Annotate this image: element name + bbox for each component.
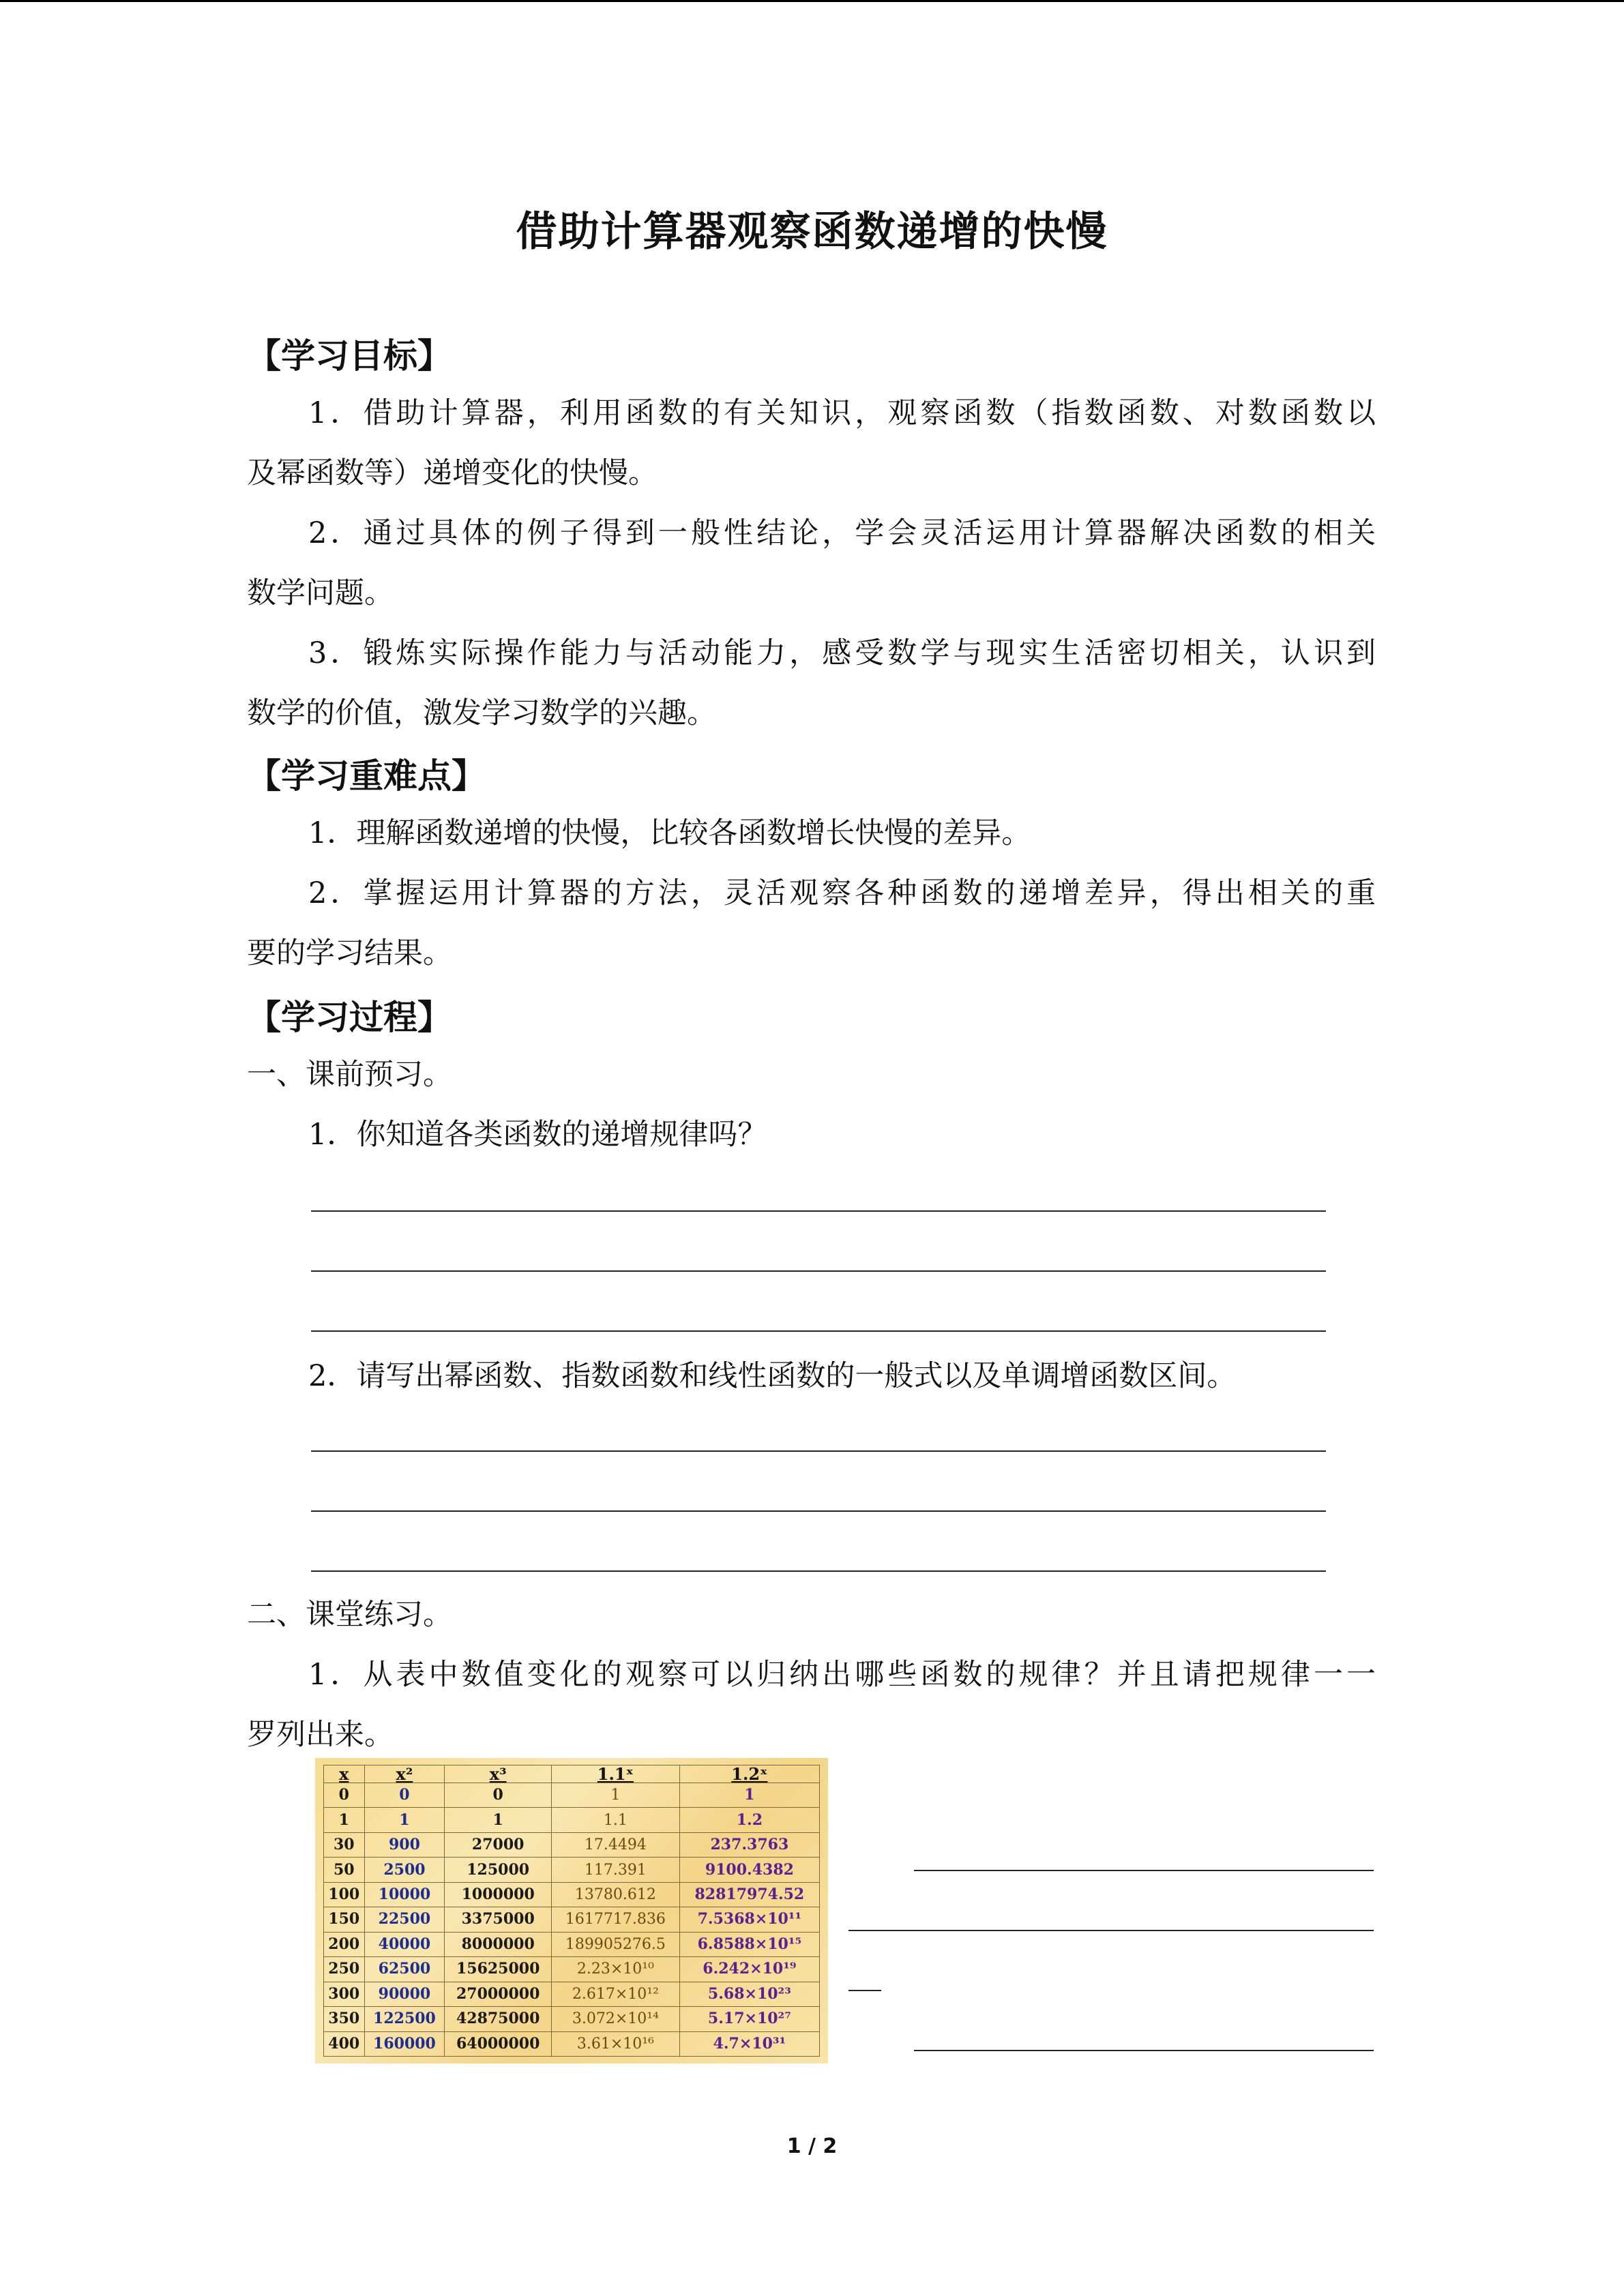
cell-1-1-power: 2.617×10¹² xyxy=(552,1982,680,2006)
cell-x: 30 xyxy=(324,1832,365,1857)
cell-x-squared: 160000 xyxy=(364,2031,445,2056)
answer-line[interactable] xyxy=(914,1870,1374,1871)
heading-objectives: 【学习目标】 xyxy=(247,336,452,376)
objective-line: 数学的价值，激发学习数学的兴趣。 xyxy=(247,696,716,730)
cell-1-2-power: 5.68×10²³ xyxy=(679,1982,819,2006)
table-row xyxy=(324,1783,820,1808)
table-row xyxy=(324,1907,820,1932)
page-number: 1 / 2 xyxy=(786,2134,838,2158)
cell-1-2-power: 82817974.52 xyxy=(679,1882,819,1907)
objective-line: 2．通过具体的例子得到一般性结论，学会灵活运用计算器解决函数的相关 xyxy=(308,516,1376,550)
answer-line[interactable] xyxy=(311,1510,1326,1512)
table-header-x: x xyxy=(324,1765,365,1783)
objective-line: 1．借助计算器，利用函数的有关知识，观察函数（指数函数、对数函数以 xyxy=(308,396,1376,430)
answer-line[interactable] xyxy=(311,1210,1326,1212)
cell-x-squared: 900 xyxy=(364,1832,445,1857)
table-header-1-2-power: 1.2ˣ xyxy=(679,1765,819,1783)
answer-line[interactable] xyxy=(848,1990,881,1991)
cell-1-2-power: 1 xyxy=(679,1783,819,1808)
cell-x: 150 xyxy=(324,1907,365,1932)
cell-x-squared: 22500 xyxy=(364,1907,445,1932)
table-header-1-1-power: 1.1ˣ xyxy=(552,1765,680,1783)
cell-1-1-power: 13780.612 xyxy=(552,1882,680,1907)
cell-x: 1 xyxy=(324,1808,365,1832)
cell-1-1-power: 3.61×10¹⁶ xyxy=(552,2031,680,2056)
cell-1-1-power: 1 xyxy=(552,1783,680,1808)
table-row xyxy=(324,1858,820,1882)
table-row xyxy=(324,1932,820,1956)
cell-x-squared: 2500 xyxy=(364,1858,445,1882)
cell-x-cubed: 42875000 xyxy=(445,2007,552,2031)
cell-x-squared: 1 xyxy=(364,1808,445,1832)
heading-process: 【学习过程】 xyxy=(247,998,452,1037)
cell-x-cubed: 8000000 xyxy=(445,1932,552,1956)
table-row xyxy=(324,1882,820,1907)
key-point-line: 2．掌握运用计算器的方法，灵活观察各种函数的递增差异，得出相关的重 xyxy=(308,876,1376,910)
cell-1-2-power: 7.5368×10¹¹ xyxy=(679,1907,819,1932)
answer-line[interactable] xyxy=(311,1570,1326,1572)
key-point-line: 1．理解函数递增的快慢，比较各函数增长快慢的差异。 xyxy=(308,816,1031,850)
cell-x: 300 xyxy=(324,1982,365,2006)
cell-x-cubed: 15625000 xyxy=(445,1957,552,1982)
cell-x-cubed: 3375000 xyxy=(445,1907,552,1932)
cell-x: 50 xyxy=(324,1858,365,1882)
cell-x: 250 xyxy=(324,1957,365,1982)
cell-1-2-power: 9100.4382 xyxy=(679,1858,819,1882)
question-1: 1．你知道各类函数的递增规律吗？ xyxy=(308,1118,767,1152)
table-row xyxy=(324,1808,820,1832)
cell-1-1-power: 17.4494 xyxy=(552,1832,680,1857)
cell-1-1-power: 1.1 xyxy=(552,1808,680,1832)
question-3-line1: 1．从表中数值变化的观察可以归纳出哪些函数的规律？并且请把规律一一 xyxy=(308,1658,1376,1692)
cell-x: 350 xyxy=(324,2007,365,2031)
cell-x-squared: 40000 xyxy=(364,1932,445,1956)
answer-line[interactable] xyxy=(848,1930,1374,1931)
cell-1-1-power: 189905276.5 xyxy=(552,1932,680,1956)
table-row xyxy=(324,2007,820,2031)
objective-line: 及幂函数等）递增变化的快慢。 xyxy=(247,456,658,490)
heading-key-points: 【学习重难点】 xyxy=(247,756,486,796)
cell-x: 400 xyxy=(324,2031,365,2056)
objective-line: 3．锻炼实际操作能力与活动能力，感受数学与现实生活密切相关，认识到 xyxy=(308,636,1376,670)
key-point-line: 要的学习结果。 xyxy=(247,936,452,970)
function-values-table-image xyxy=(315,1758,828,2063)
answer-line[interactable] xyxy=(311,1270,1326,1272)
function-values-table xyxy=(323,1765,820,2057)
table-row xyxy=(324,1982,820,2006)
cell-x-squared: 10000 xyxy=(364,1882,445,1907)
cell-x-cubed: 1000000 xyxy=(445,1882,552,1907)
cell-x: 100 xyxy=(324,1882,365,1907)
answer-line[interactable] xyxy=(914,2050,1374,2051)
answer-line[interactable] xyxy=(311,1450,1326,1452)
cell-1-2-power: 5.17×10²⁷ xyxy=(679,2007,819,2031)
table-row xyxy=(324,1957,820,1982)
cell-x-squared: 122500 xyxy=(364,2007,445,2031)
cell-x-squared: 62500 xyxy=(364,1957,445,1982)
cell-x-cubed: 1 xyxy=(445,1808,552,1832)
cell-x-cubed: 64000000 xyxy=(445,2031,552,2056)
page-top-border xyxy=(0,0,1624,2)
objective-line: 数学问题。 xyxy=(247,576,394,610)
cell-1-1-power: 1617717.836 xyxy=(552,1907,680,1932)
cell-1-2-power: 237.3763 xyxy=(679,1832,819,1857)
cell-x-cubed: 125000 xyxy=(445,1858,552,1882)
cell-x-cubed: 0 xyxy=(445,1783,552,1808)
table-row xyxy=(324,1832,820,1857)
answer-line[interactable] xyxy=(311,1330,1326,1332)
cell-x: 0 xyxy=(324,1783,365,1808)
cell-x-cubed: 27000000 xyxy=(445,1982,552,2006)
page-title: 借助计算器观察函数递增的快慢 xyxy=(516,208,1108,256)
cell-1-1-power: 2.23×10¹⁰ xyxy=(552,1957,680,1982)
part-one-label: 一、课前预习。 xyxy=(247,1058,452,1092)
question-3-line2: 罗列出来。 xyxy=(247,1718,394,1752)
cell-x-cubed: 27000 xyxy=(445,1832,552,1857)
question-2: 2．请写出幂函数、指数函数和线性函数的一般式以及单调增函数区间。 xyxy=(308,1359,1237,1393)
table-header-x-cubed: x³ xyxy=(445,1765,552,1783)
table-row xyxy=(324,2031,820,2056)
cell-1-2-power: 4.7×10³¹ xyxy=(679,2031,819,2056)
cell-1-2-power: 6.8588×10¹⁵ xyxy=(679,1932,819,1956)
part-two-label: 二、课堂练习。 xyxy=(247,1598,452,1632)
cell-1-2-power: 1.2 xyxy=(679,1808,819,1832)
cell-1-2-power: 6.242×10¹⁹ xyxy=(679,1957,819,1982)
cell-x-squared: 90000 xyxy=(364,1982,445,2006)
cell-1-1-power: 3.072×10¹⁴ xyxy=(552,2007,680,2031)
cell-x: 200 xyxy=(324,1932,365,1956)
cell-1-1-power: 117.391 xyxy=(552,1858,680,1882)
cell-x-squared: 0 xyxy=(364,1783,445,1808)
table-header-x-squared: x² xyxy=(364,1765,445,1783)
